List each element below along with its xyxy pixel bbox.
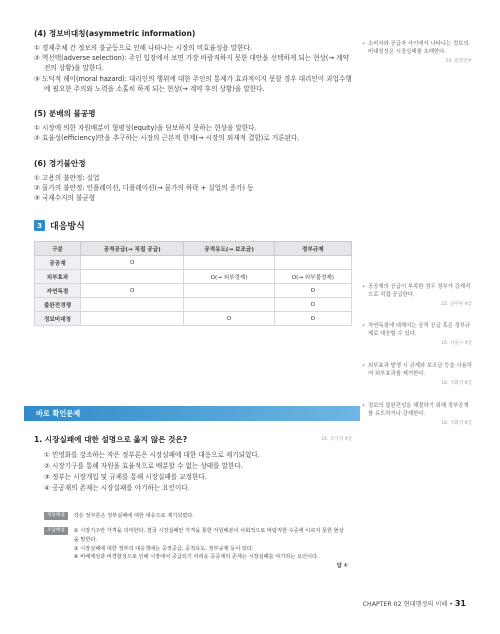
chapter-label: CHAPTER 02 현대행정의 이해 • bbox=[362, 601, 453, 608]
side-note-source: 18. 국회직 8급 bbox=[441, 380, 472, 386]
answer-tag: 정답해설 bbox=[44, 512, 68, 520]
question-option: ② 시장기구를 통해 자원을 효율적으로 배분할 수 없는 상태를 말한다. bbox=[44, 461, 243, 470]
table-row bbox=[35, 312, 352, 326]
table-header: 구분 bbox=[35, 242, 81, 256]
sec6-item-3: ③ 국제수지의 불균형 bbox=[34, 193, 96, 202]
side-note-source: 18. 국회직 8급 bbox=[441, 420, 472, 426]
sec6-item-1: ① 고용의 불안정: 실업 bbox=[34, 173, 100, 182]
table-cell bbox=[184, 284, 274, 298]
quick-check-banner: 바로 확인문제 bbox=[24, 406, 360, 421]
table-row bbox=[35, 270, 352, 284]
table-cell: 정보비대칭 bbox=[35, 312, 81, 326]
table-row bbox=[35, 284, 352, 298]
table-cell: O bbox=[274, 284, 351, 298]
side-note-source: 24. 감정간부 bbox=[445, 58, 472, 64]
table-row bbox=[35, 298, 352, 312]
section-4-title: (4) 정보비대칭(asymmetric information) bbox=[34, 29, 196, 38]
side-note: • 공공재의 공급이 부족한 경우 정부가 강제적으로 직접 공급한다. 22. 군무원 9급 bbox=[362, 284, 472, 307]
page-number: 31 bbox=[454, 599, 466, 608]
section-5-title: (5) 분배의 불공평 bbox=[34, 109, 96, 119]
question-source: 24. 국가직 9급 bbox=[321, 437, 352, 442]
side-note: • 소비자와 공급자 사이에서 나타나는 정보의 비대칭성은 시장실패를 초래한다. 24. 감정간부 bbox=[362, 41, 472, 64]
question-option: ④ 공공재의 존재는 시장실패를 야기하는 요인이다. bbox=[44, 483, 190, 492]
table-header-row bbox=[35, 242, 352, 256]
side-note-source: 22. 군무원 9급 bbox=[441, 301, 472, 307]
side-note-text: 외부효과 발생 시 규제와 보조금 등을 사용하여 외부효과를 제거한다. bbox=[368, 363, 473, 378]
wrong-answer-text: ④ 비배제성과 비경합성으로 인해 시장에서 공급되기 어려운 공공재의 존재는 시장실패를 야기하는 요인이다. bbox=[73, 554, 319, 561]
table-row bbox=[35, 256, 352, 270]
table-header: 공적공급(→ 직접 공급) bbox=[81, 242, 184, 256]
section-3-title: 대응방식 bbox=[50, 222, 85, 233]
table-cell: O bbox=[184, 312, 274, 326]
sec6-item-2: ② 물가의 불안정: 인플레이션, 디플레이션(→ 물가의 하락 + 실업의 증가) 등 bbox=[34, 183, 254, 192]
side-note-source: 16. 서울시 9급 bbox=[441, 340, 472, 346]
final-answer: 답 ① bbox=[336, 563, 348, 570]
sec4-item-2: ② 역선택(adverse selection): 주인 입장에서 보면 가장 바람직하지 못한 대안을 선택하게 되는 현상(→ 계약 전의 상황)을 말한다. bbox=[34, 54, 349, 73]
table-cell bbox=[81, 298, 184, 312]
table-cell: O(→ 외부불경제) bbox=[274, 270, 351, 284]
sec4-item-1: ① 경제주체 간 정보의 불균등으로 인해 나타나는 시장의 비효율성을 말한다. bbox=[34, 44, 252, 52]
question-title: 1. 시장실패에 대한 설명으로 옳지 않은 것은? bbox=[34, 435, 188, 444]
section-number-badge: 3 bbox=[34, 220, 45, 231]
table-cell: 외부효과 bbox=[35, 270, 81, 284]
table-cell: O bbox=[274, 298, 351, 312]
side-note-text: 자연독점에 대해서는 공적 공급 혹은 정부규제로 대응할 수 있다. bbox=[368, 323, 471, 338]
table-cell bbox=[81, 270, 184, 284]
table-header: 정부규제 bbox=[274, 242, 351, 256]
wrong-answer-tag: 오답해설 bbox=[44, 527, 68, 535]
table-cell bbox=[81, 312, 184, 326]
wrong-answer-text: ② 시장기구란 가격을 의미한다. 결국 시장실패란 가격을 통한 자원배분이 사회적으로 바람직한 수준에 이르지 못한 현상을 말한다. bbox=[73, 527, 344, 543]
answer-text: 작은 정부론은 정부실패에 대한 대응으로 제기되었다. bbox=[73, 513, 194, 519]
table-cell: O(→ 외부경제) bbox=[184, 270, 274, 284]
question-option: ③ 정부는 시장개입 및 규제를 통해 시장실패를 교정한다. bbox=[44, 472, 207, 481]
section-3-heading bbox=[34, 219, 352, 232]
question-option: ① 민영화를 강조하는 작은 정부론은 시장실패에 대한 대응으로 제기되었다. bbox=[44, 451, 260, 459]
side-note-text: 공공재의 공급이 부족한 경우 정부가 강제적으로 직접 공급한다. bbox=[368, 284, 471, 299]
table-cell: O bbox=[274, 312, 351, 326]
table-cell bbox=[184, 298, 274, 312]
table-cell: 공공재 bbox=[35, 256, 81, 270]
side-note: • 자연독점에 대해서는 공적 공급 혹은 정부규제로 대응할 수 있다. 16. 서울시 9급 bbox=[362, 323, 472, 346]
table-cell bbox=[274, 256, 351, 270]
table-cell: O bbox=[81, 284, 184, 298]
side-note-text: 정보의 불완전성을 해결하기 위해 정부공개를 유도하거나 강제한다. bbox=[368, 403, 469, 418]
table-cell: 자연독점 bbox=[35, 284, 81, 298]
sec5-item-2: ② 효율성(efficiency)만을 추구하는 시장의 근본적 한계(→ 시장의 외재적 결함)로 거론된다. bbox=[34, 134, 300, 143]
question-block bbox=[34, 434, 352, 494]
side-note: • 외부효과 발생 시 규제와 보조금 등을 사용하여 외부효과를 제거한다. 18. 국회직 8급 bbox=[362, 363, 473, 386]
wrong-answer-text: ③ 시장실패에 대한 정부의 대응책에는 공적공급, 공적유도, 정부규제 등이 있다. bbox=[73, 545, 254, 552]
table-cell bbox=[184, 256, 274, 270]
table-cell: 불완전경쟁 bbox=[35, 298, 81, 312]
sec4-item-3: ③ 도덕적 해이(moral hazard): 대리인의 행위에 대한 주인의 통제가 효과적이지 못할 경우 대리인이 과업수행에 필요한 주의와 노력을 소홀히 하게 되는 현상(→ 계약 후의 상황)을 말한다. bbox=[34, 74, 352, 93]
answer-block bbox=[44, 512, 348, 571]
table-cell: O bbox=[81, 256, 184, 270]
sec5-item-1: ① 시장에 의한 자원배분이 형평성(equity)을 담보하지 못하는 현상을 말한다. bbox=[34, 124, 257, 133]
page-footer bbox=[363, 599, 466, 608]
side-note: • 정보의 불완전성을 해결하기 위해 정부공개를 유도하거나 강제한다. 18. 국회직 8급 bbox=[362, 403, 472, 426]
table-header: 공적유도(→ 보조금) bbox=[184, 242, 274, 256]
response-table bbox=[34, 241, 352, 326]
side-note-text: 소비자와 공급자 사이에서 나타나는 정보의 비대칭성은 시장실패를 초래한다. bbox=[368, 41, 469, 56]
section-6-title: (6) 경기불안정 bbox=[34, 158, 86, 168]
main-column bbox=[34, 28, 352, 326]
